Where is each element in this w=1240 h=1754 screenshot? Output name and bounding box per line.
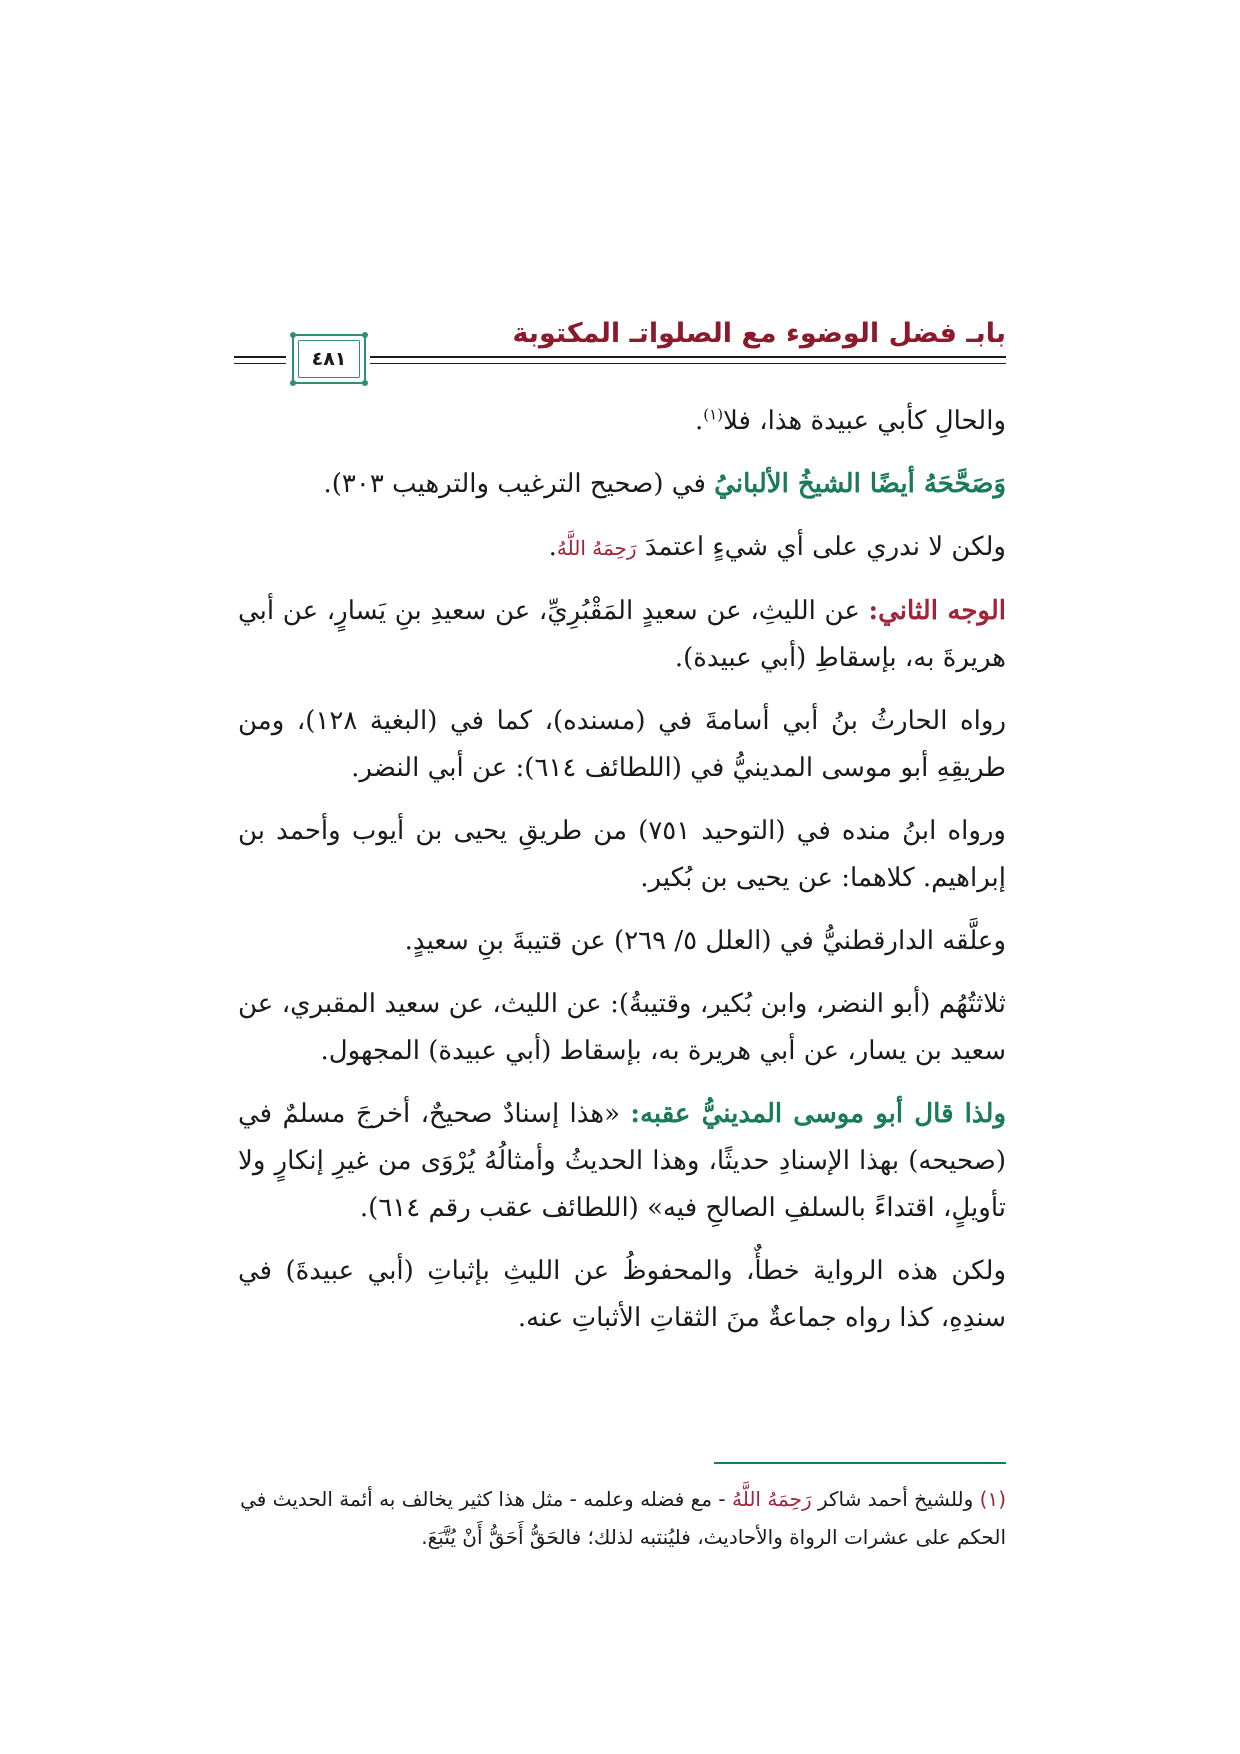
paragraph-text: ولكن لا ندري على أي شيءٍ اعتمدَ: [644, 532, 1006, 562]
paragraph-text: ثلاثتُهُم (أبو النضر، وابن بُكير، وقتيبةُ): عن الليث، عن سعيد المقبري، عن سعيد بن يسار، عن أبي هريرة به، بإسقاط (أبي عبيدة) المجهول.: [238, 989, 1006, 1066]
paragraph: [238, 588, 1006, 682]
page-number: ٤٨١: [298, 340, 360, 378]
section-label: الوجه الثاني:: [868, 596, 1006, 626]
chapter-title: بابـ فضل الوضوء مع الصلواتـ المكتوبة: [512, 318, 1006, 349]
ornament-corner-icon: [362, 380, 368, 386]
paragraph: [238, 398, 1006, 445]
main-text: [238, 398, 1006, 1358]
footnote: [238, 1480, 1006, 1556]
footnote-text: - مع فضله وعلمه - مثل هذا كثير يخالف به أئمة الحديث في الحكم على عشرات الرواة والأحاديث، فليُنتبه لذلك؛ فالحَقُّ أَحَقُّ أَنْ يُتَّبَعَ.: [240, 1487, 1006, 1549]
ornament-corner-icon: [290, 332, 296, 338]
paragraph-text: وعلَّقه الدارقطنيُّ في (العلل ٥/ ٢٦٩) عن قتيبةَ بنِ سعيدٍ.: [404, 926, 1006, 956]
paragraph-text: والحالِ كأبي عبيدة هذا، فلا: [723, 406, 1006, 436]
footnote-text: وللشيخ أحمد شاكر: [811, 1487, 980, 1511]
paragraph: [238, 918, 1006, 965]
ornament-corner-icon: [290, 380, 296, 386]
paragraph: [238, 808, 1006, 902]
paragraph-text: «هذا إسنادٌ صحيحٌ، أخرجَ مسلمٌ في (صحيحه) بهذا الإسنادِ حديثًا، وهذا الحديثُ وأمثالُهُ يُرْوَى من غيرِ إنكارٍ ولا تأويلٍ، اقتداءً بالسلفِ الصالحِ فيه» (اللطائف عقب رقم ٦١٤).: [238, 1099, 1006, 1223]
highlighted-phrase: ولذا قال أبو موسى المدينيُّ عقبه:: [630, 1099, 1006, 1129]
paragraph-end: .: [548, 532, 557, 562]
header-rule-left-bottom: [234, 363, 286, 364]
paragraph: [238, 981, 1006, 1075]
header-rule-left-top: [234, 356, 286, 358]
paragraph-text: ولكن هذه الرواية خطأٌ، والمحفوظُ عن الليثِ بإثباتِ (أبي عبيدةَ) في سندِهِ، كذا رواه جماعةٌ منَ الثقاتِ الأثباتِ عنه.: [238, 1256, 1007, 1333]
ornament-corner-icon: [362, 332, 368, 338]
honorific-glyph: رَحِمَهُ اللَّهُ: [556, 536, 637, 560]
page-number-badge: [292, 334, 366, 384]
paragraph-text: عن الليثِ، عن سعيدٍ المَقْبُرِيِّ، عن سعيدِ بنِ يَسارٍ، عن أبي هريرةَ به، بإسقاطِ (أبي عبيدة).: [238, 596, 1006, 673]
header-rule-top: [370, 356, 1006, 358]
paragraph-text: رواه الحارثُ بنُ أبي أسامةَ في (مسنده)، كما في (البغية ١٢٨)، ومن طريقِهِ أبو موسى المدينيُّ في (اللطائف ٦١٤): عن أبي النضر.: [238, 706, 1007, 783]
paragraph: [238, 698, 1006, 792]
paragraph: [238, 461, 1006, 508]
paragraph-end: .: [695, 406, 704, 436]
paragraph-text: ورواه ابنُ منده في (التوحيد ٧٥١) من طريقِ يحيى بن أيوب وأحمد بن إبراهيم. كلاهما: عن يحيى بن بُكير.: [238, 816, 1006, 893]
header-rule-bottom: [370, 363, 1006, 364]
paragraph: [238, 1248, 1006, 1342]
footnote-reference[interactable]: (١): [703, 405, 724, 424]
footnote-separator: [714, 1462, 1006, 1464]
honorific-glyph: رَحِمَهُ اللَّهُ: [731, 1487, 812, 1511]
paragraph: [238, 524, 1006, 572]
paragraph-text: في (صحيح الترغيب والترهيب ٣٠٣).: [323, 469, 715, 499]
footnote-number: (١): [979, 1487, 1006, 1511]
highlighted-phrase: وَصَحَّحَهُ أيضًا الشيخُ الألبانيُ: [714, 469, 1006, 499]
paragraph: [238, 1091, 1006, 1232]
